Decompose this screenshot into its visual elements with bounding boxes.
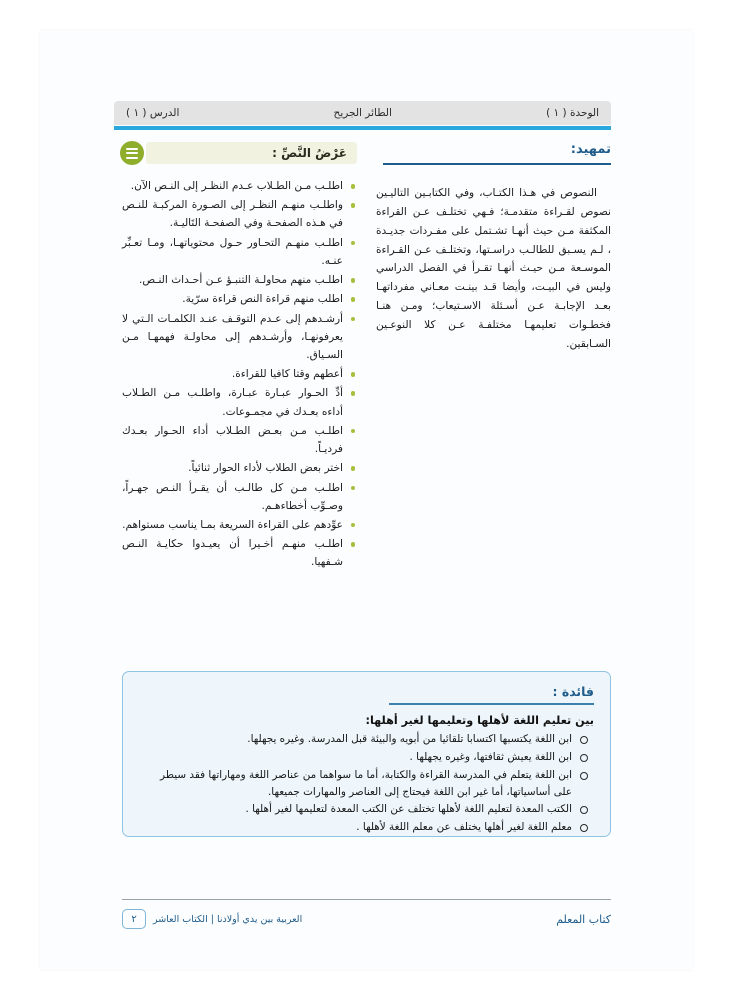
list-item: معلم اللغة لغير أهلها يختلف عن معلم اللغة لأهلها . [139,819,594,836]
list-item: ابن اللغة يكتسبها اكتسابا تلقائيا من أبويه والبيئة قبل المدرسة. وغيره يجهلها. [139,731,594,748]
tamheed-underline [383,163,611,165]
faida-title: فائدة : [552,684,594,699]
list-item: اطلـب مـن الطـلاب عـدم النظـر إلى النـص الآن. [122,177,357,195]
tamheed-heading [376,142,611,172]
list-line-2 [126,152,138,154]
tamheed-label: تمهيد: [570,142,611,157]
page-inner [40,30,693,970]
footer-series-title: العربية بين يدي أولادنا | الكتاب العاشر [153,913,303,925]
list-line-1 [126,148,138,150]
faida-heading [139,684,594,710]
tamheed-paragraph: النصوص في هـذا الكتـاب، وفي الكتابـين التاليـين نصوص لقـراءة متقدمـة؛ فـهي تختلـف عـن القراءة المكثفة مـن حيث أنهـا تشـتمل على مفـردات جديـدة ، لـم يسـبق للطالـب دراسـتها، وتختلـف عـن القـراءة الموسـعة مـن حيـث أنهـا تقـرأ في الفصل الدراسي وليس في البيـت، وأيضا قـد بينـت معـاني مفرداتهـا بعـد الإجابـة عـن أسـئلة الاسـتيعاب؛ ومـن هنـا فخطـوات تعليمهـا مختلفـة عـن كلا النوعـين السـابقين. [376,187,611,350]
header-lesson-number: الدرس ( ١ ) [126,107,180,119]
list-item: أعطهم وقتا كافيا للقراءة. [122,365,357,383]
list-item: اختر بعض الطلاب لأداء الحوار ثنائياً. [122,459,357,477]
header-lesson-title: الطائر الجريح [333,107,392,119]
teaching-steps-list [122,177,357,572]
footer-left-group [122,909,302,929]
list-item: اطلـب منهـم أخـيرا أن يعيـدوا حكايـة النـص شـفهيا. [122,535,357,571]
ardh-label: عَرْضُ النَّصِّ : [272,146,347,160]
running-header [114,101,611,125]
column-tamheed [376,142,611,364]
list-lines-icon [120,141,144,165]
list-item: اطلـب مـن بعـض الطـلاب أداء الحـوار بعـدك فرديـاً. [122,422,357,458]
footer-divider [122,899,611,900]
list-item: ابن اللغة يتعلم في المدرسة القراءة والكتابة، أما ما سواهما من عناصر اللغة ومهاراتها فقد سيطر على أساسياتها، أما غير ابن اللغة فيحتاج إلى العناصر والمهارات جميعها. [139,767,594,801]
list-item: اطلـب منهـم التحـاور حـول محتوياتهـا، ومـا تعـبِّر عنـه. [122,234,357,270]
list-item: أدِّ الحـوار عبـارة عبـارة، واطلـب مـن الطـلاب أداءه بعـدك في مجمـوعات. [122,384,357,420]
list-item: اطلـب مـن كل طالـب أن يقـرأ النـص جهـراً، وصـوِّب أخطاءهـم. [122,479,357,515]
list-item: اطلـب منهم محاولـة التنبـؤ عـن أحـداث النـص. [122,271,357,289]
page-footer [122,906,611,932]
faida-items-list [139,731,594,836]
ardh-label-band [146,142,357,164]
list-item: أرشـدهم إلى عـدم التوقـف عنـد الكلمـات الـتي لا يعرفونهـا، وأرشـدهم إلى محاولـة فهمهـا مـن السـياق. [122,310,357,365]
faida-lead-text: بين تعليم اللغة لأهلها وتعليمها لغير أهلها: [365,714,594,727]
list-item: واطلـب منهـم النظـر إلى الصـورة المركبـة للنـص في هـذه الصفحـة وفي الصفحـة التَاليـة. [122,196,357,232]
header-unit: الوحدة ( ١ ) [546,107,599,119]
document-page [40,30,693,970]
page-number-badge: ٢ [122,909,146,929]
list-line-3 [126,157,138,159]
faida-underline [389,703,594,705]
list-item: اطلب منهم قراءة النص قراءة سرّية. [122,290,357,308]
list-item: ابن اللغة يعيش ثقافتها، وغيره يجهلها . [139,749,594,766]
column-ardh-nass [122,142,357,573]
faida-callout-box [122,671,611,837]
footer-book-label: كتاب المعلم [556,912,611,926]
list-item: الكتب المعدة لتعليم اللغة لأهلها تختلف عن الكتب المعدة لتعليمها لغير أهلها . [139,801,594,818]
list-item: عوِّدهم على القراءة السريعة بمـا يناسب مستواهم. [122,516,357,534]
header-accent-rule [114,126,611,130]
ardh-heading [122,142,357,169]
